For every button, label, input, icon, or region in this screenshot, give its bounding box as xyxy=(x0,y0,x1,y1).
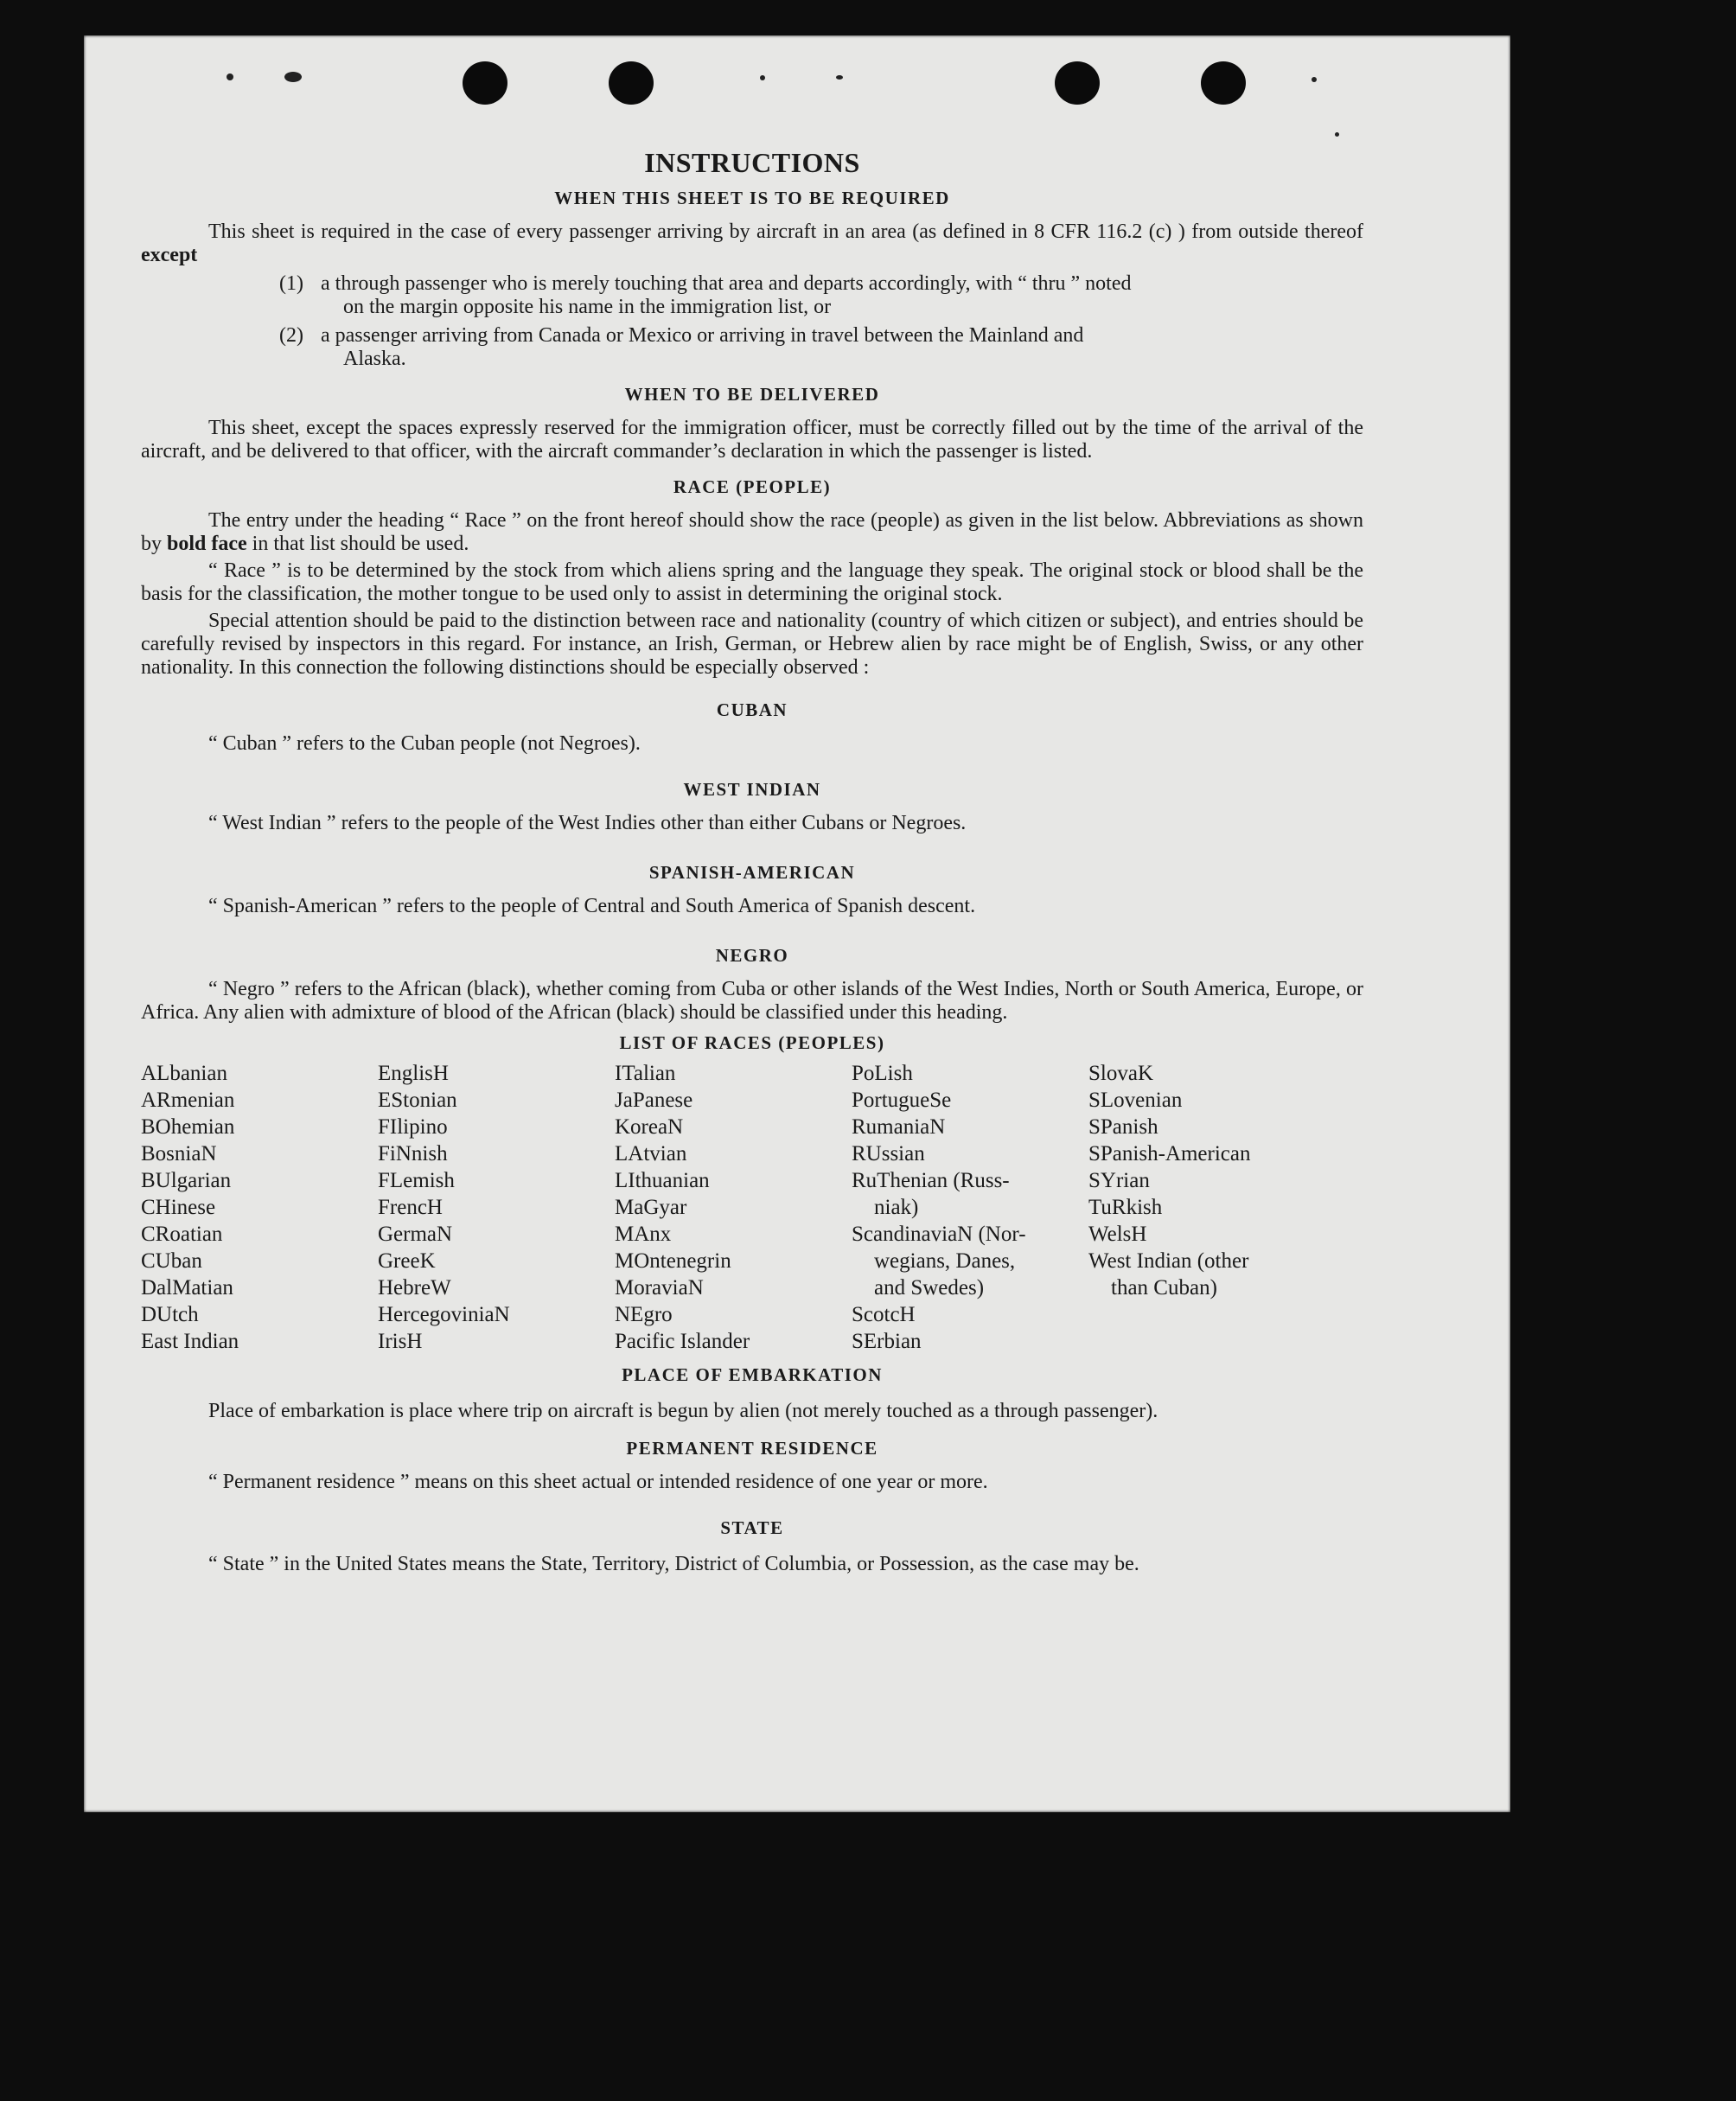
race-entry: ARmenian xyxy=(141,1089,235,1112)
race-entry: than Cuban) xyxy=(1111,1276,1217,1300)
instructions-text xyxy=(141,115,1363,1580)
race-entry: MOntenegrin xyxy=(615,1249,731,1273)
punch-hole xyxy=(463,61,507,105)
section-heading-delivered: WHEN TO BE DELIVERED xyxy=(624,384,880,405)
paragraph: This sheet is required in the case of every passenger arriving by aircraft in an area (as defined in 8 CFR 116.2 (c) ) from outside thereof except xyxy=(141,220,1363,266)
paragraph: This sheet, except the spaces expressly reserved for the immigration officer, must be correctly filled out by the time of the arrival of the aircraft, and be delivered to that officer, with the aircraft commander’s declaration in which the passenger is listed. xyxy=(141,417,1363,463)
section-heading-required: WHEN THIS SHEET IS TO BE REQUIRED xyxy=(554,188,950,208)
race-entry: EStonian xyxy=(378,1089,457,1112)
race-entry: PoLish xyxy=(852,1062,913,1085)
paragraph: “ Negro ” refers to the African (black), whether coming from Cuba or other islands of the West Indies, North or South America, Europe, or Africa. Any alien with admixture of blood of the African (black) should be classified under this heading. xyxy=(141,978,1363,1024)
paragraph: “ West Indian ” refers to the people of the West Indies other than either Cubans or Negroes. xyxy=(208,812,967,834)
race-entry: GermaN xyxy=(378,1223,453,1246)
paragraph: “ Cuban ” refers to the Cuban people (not Negroes). xyxy=(208,732,641,755)
race-entry: LAtvian xyxy=(615,1142,687,1165)
race-entry: West Indian (other xyxy=(1088,1249,1249,1273)
race-entry: BOhemian xyxy=(141,1115,235,1139)
race-entry: WelsH xyxy=(1088,1223,1147,1246)
punch-hole xyxy=(1201,61,1246,105)
race-entry: ScandinaviaN (Nor- xyxy=(852,1223,1026,1246)
race-entry: MaGyar xyxy=(615,1196,687,1219)
race-entry: ALbanian xyxy=(141,1062,227,1085)
punch-hole xyxy=(609,61,654,105)
paragraph: Special attention should be paid to the distinction between race and nationality (country of which citizen or subject), and entries should be carefully revised by inspectors in this regard. For instance, an Irish, German, or Hebrew alien by race might be of English, Swiss, or any other nationality. In this connection the following distinctions should be especially observed : xyxy=(141,610,1363,679)
paragraph: “ Race ” is to be determined by the stock from which aliens spring and the language they speak. The original stock or blood shall be the basis for the classification, the mother tongue to be used only to assist in determining the original stock. xyxy=(141,559,1363,605)
race-entry: SlovaK xyxy=(1088,1062,1153,1085)
race-entry: IrisH xyxy=(378,1330,423,1353)
race-entry: Pacific Islander xyxy=(615,1330,750,1353)
race-entry: PortugueSe xyxy=(852,1089,952,1112)
paragraph: “ Permanent residence ” means on this sheet actual or intended residence of one year or more. xyxy=(208,1471,988,1493)
race-entry: DUtch xyxy=(141,1303,199,1326)
race-entry: SLovenian xyxy=(1088,1089,1183,1112)
exception-item: (2) a passenger arriving from Canada or Mexico or arriving in travel between the Mainland and Alaska. xyxy=(279,324,1084,370)
race-entry: FiNnish xyxy=(378,1142,448,1165)
race-entry: TuRkish xyxy=(1088,1196,1163,1219)
race-entry: BosniaN xyxy=(141,1142,217,1165)
race-entry: FrencH xyxy=(378,1196,443,1219)
race-entry: CRoatian xyxy=(141,1223,223,1246)
race-entry: GreeK xyxy=(378,1249,436,1273)
section-heading-state: STATE xyxy=(720,1517,784,1538)
race-entry: BUlgarian xyxy=(141,1169,232,1192)
section-heading-list-of-races: LIST OF RACES (PEOPLES) xyxy=(619,1032,885,1053)
race-entry: SPanish xyxy=(1088,1115,1158,1139)
race-entry: FLemish xyxy=(378,1169,455,1192)
race-entry: EnglisH xyxy=(378,1062,449,1085)
race-entry: HebreW xyxy=(378,1276,451,1300)
race-entry: KoreaN xyxy=(615,1115,684,1139)
race-entry: DalMatian xyxy=(141,1276,233,1300)
race-entry: East Indian xyxy=(141,1330,239,1353)
race-column xyxy=(615,1060,852,1355)
paragraph: “ State ” in the United States means the State, Territory, District of Columbia, or Possession, as the case may be. xyxy=(208,1553,1139,1575)
race-entry: SYrian xyxy=(1088,1169,1150,1192)
paragraph: “ Spanish-American ” refers to the people of Central and South America of Spanish descent. xyxy=(208,895,976,917)
paragraph: The entry under the heading “ Race ” on the front hereof should show the race (people) as given in the list below. Abbreviations as shown by bold face in that list should be used. xyxy=(141,509,1363,555)
race-entry: wegians, Danes, xyxy=(874,1249,1016,1273)
race-entry: RuThenian (Russ- xyxy=(852,1169,1010,1192)
paragraph: Place of embarkation is place where trip on aircraft is begun by alien (not merely touched as a through passenger). xyxy=(208,1400,1158,1422)
race-entry: CHinese xyxy=(141,1196,216,1219)
page-title: INSTRUCTIONS xyxy=(644,147,860,178)
race-entry: RUssian xyxy=(852,1142,925,1165)
race-list xyxy=(141,1060,1363,1355)
section-heading-spanish-american: SPANISH-AMERICAN xyxy=(648,862,856,883)
race-column xyxy=(378,1060,615,1355)
race-entry: SErbian xyxy=(852,1330,922,1353)
race-column xyxy=(141,1060,378,1355)
section-heading-residence: PERMANENT RESIDENCE xyxy=(626,1438,878,1459)
punch-hole xyxy=(1055,61,1100,105)
section-heading-west-indian: WEST INDIAN xyxy=(683,779,821,800)
race-entry: ScotcH xyxy=(852,1303,916,1326)
race-entry: niak) xyxy=(874,1196,919,1219)
race-entry: SPanish-American xyxy=(1088,1142,1251,1165)
race-entry: CUban xyxy=(141,1249,202,1273)
race-entry: NEgro xyxy=(615,1303,673,1326)
section-heading-cuban: CUBAN xyxy=(716,699,788,720)
race-entry: LIthuanian xyxy=(615,1169,710,1192)
race-entry: MoraviaN xyxy=(615,1276,704,1300)
race-entry: HercegoviniaN xyxy=(378,1303,510,1326)
race-column xyxy=(1088,1060,1363,1355)
race-entry: RumaniaN xyxy=(852,1115,946,1139)
race-column xyxy=(852,1060,1088,1355)
race-entry: and Swedes) xyxy=(874,1276,985,1300)
race-entry: MAnx xyxy=(615,1223,672,1246)
section-heading-race: RACE (PEOPLE) xyxy=(673,476,832,497)
race-entry: JaPanese xyxy=(615,1089,693,1112)
race-entry: ITalian xyxy=(615,1062,676,1085)
exception-item: (1) a through passenger who is merely touching that area and departs accordingly, with “ thru ” noted on the margin opposite his name in the immigration list, or xyxy=(279,272,1132,318)
race-entry: FIlipino xyxy=(378,1115,448,1139)
section-heading-embarkation: PLACE OF EMBARKATION xyxy=(622,1364,883,1385)
section-heading-negro: NEGRO xyxy=(715,945,789,966)
